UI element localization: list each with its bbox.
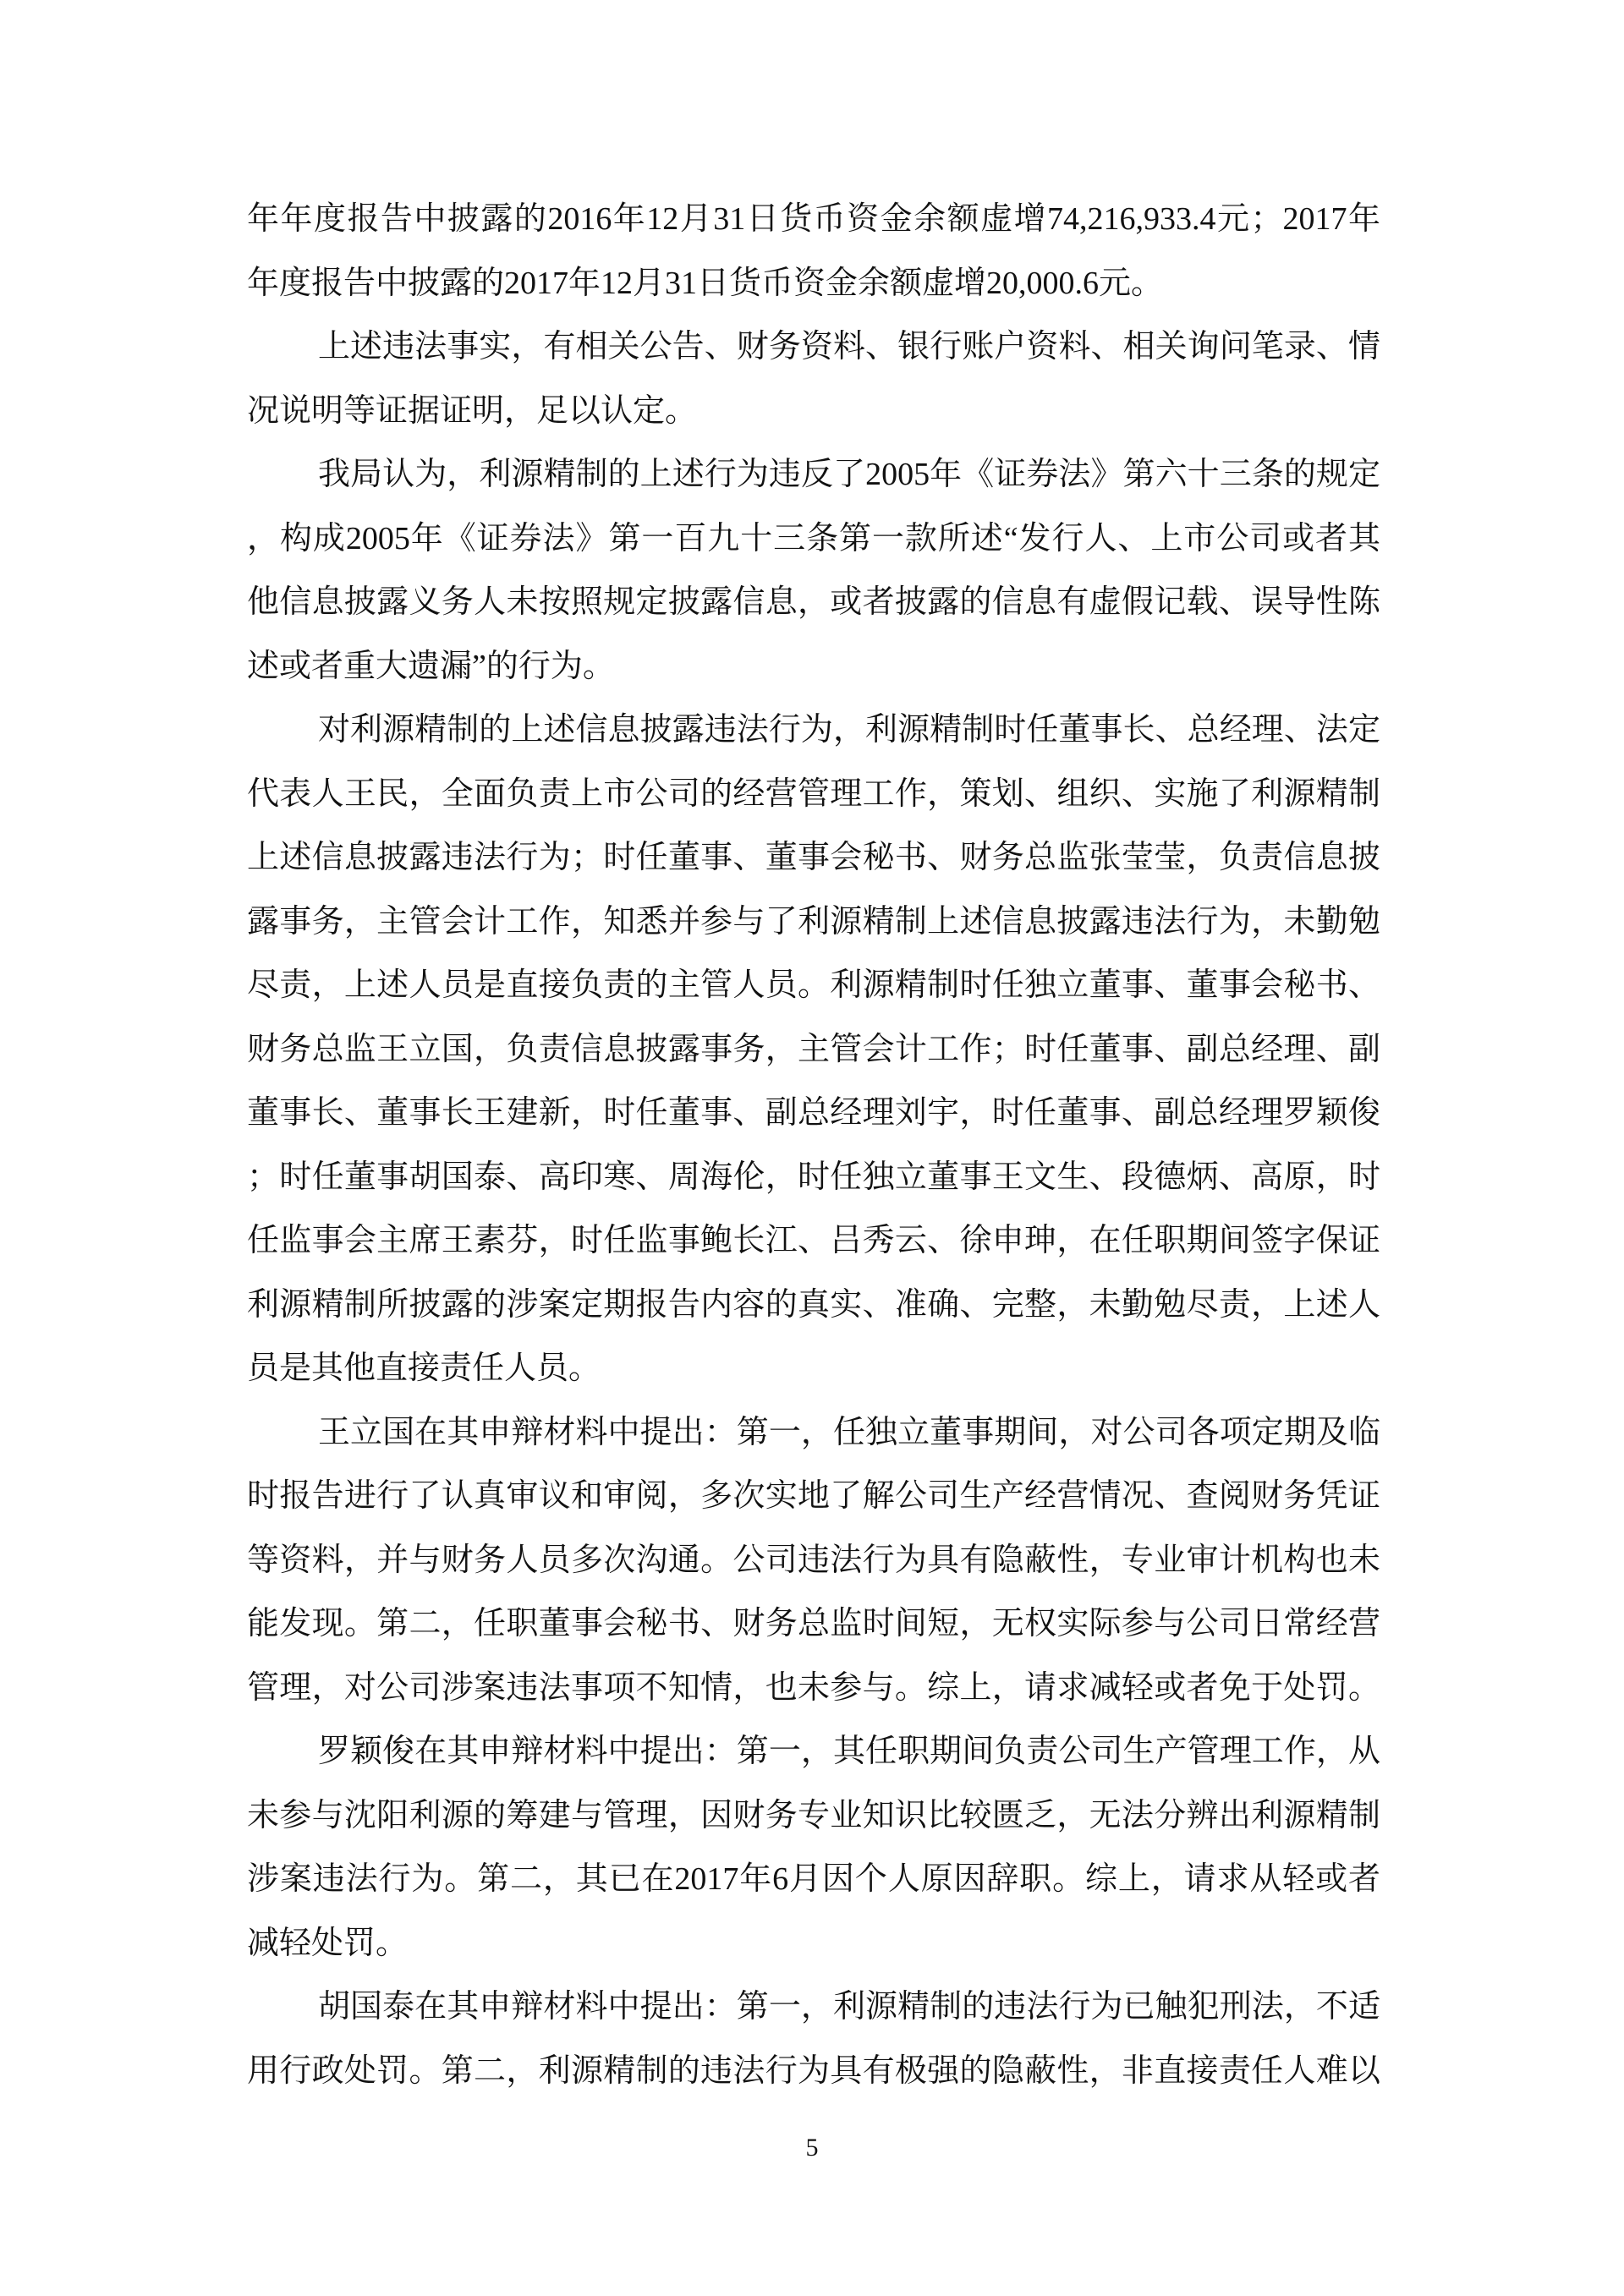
text-line: 我局认为，利源精制的上述行为违反了2005年《证券法》第六十三条的规定 [318,457,1380,492]
text-line: 董事长、董事长王建新，时任董事、副总经理刘宇，时任董事、副总经理罗颖俊 [247,1095,1380,1131]
text-line: 时报告进行了认真审议和审阅，多次实地了解公司生产经营情况、查阅财务凭证 [247,1478,1380,1514]
text-line: 减轻处罚。 [247,1925,409,1961]
text-line: 能发现。第二，任职董事会秘书、财务总监时间短，无权实际参与公司日常经营 [247,1606,1380,1641]
document-body [247,188,1380,2103]
text-line: 管理，对公司涉案违法事项不知情，也未参与。综上，请求减轻或者免于处罚。 [247,1669,1380,1706]
paragraph-wang-liguo-defense [247,1401,1380,1721]
text-line: 涉案违法行为。第二，其已在2017年6月因个人原因辞职。综上，请求从轻或者 [247,1861,1380,1897]
text-line: 未参与沈阳利源的筹建与管理，因财务专业知识比较匮乏，无法分辨出利源精制 [247,1797,1380,1833]
text-line: 用行政处罚。第二，利源精制的违法行为具有极强的隐蔽性，非直接责任人难以 [247,2052,1380,2089]
text-line: 胡国泰在其申辩材料中提出：第一，利源精制的违法行为已触犯刑法，不适 [318,1989,1380,2025]
text-line: 王立国在其申辩材料中提出：第一，任独立董事期间，对公司各项定期及临 [318,1414,1380,1450]
text-line: 任监事会主席王素芬，时任监事鲍长江、吕秀云、徐申珅，在任职期间签字保证 [247,1223,1380,1258]
text-line: 况说明等证据证明，足以认定。 [247,392,698,429]
page-number: 5 [805,2134,819,2162]
text-line: 财务总监王立国，负责信息披露事务，主管会计工作；时任董事、副总经理、副 [247,1031,1380,1067]
text-line: 述或者重大遗漏”的行为。 [247,648,615,684]
text-line: 尽责，上述人员是直接负责的主管人员。利源精制时任独立董事、董事会秘书、 [247,967,1380,1003]
text-line: ；时任董事胡国泰、高印寒、周海伦，时任独立董事王文生、段德炳、高原，时 [247,1159,1380,1195]
text-line: ，构成2005年《证券法》第一百九十三条第一款所述“发行人、上市公司或者其 [247,520,1380,556]
text-line: 对利源精制的上述信息披露违法行为，利源精制时任董事长、总经理、法定 [318,712,1380,748]
text-line: 罗颖俊在其申辩材料中提出：第一，其任职期间负责公司生产管理工作，从 [318,1734,1380,1769]
text-line: 露事务，主管会计工作，知悉并参与了利源精制上述信息披露违法行为，未勤勉 [247,903,1380,940]
text-line: 上述违法事实，有相关公告、财务资料、银行账户资料、相关询问笔录、情 [318,329,1380,364]
text-line: 利源精制所披露的涉案定期报告内容的真实、准确、完整，未勤勉尽责，上述人 [247,1286,1380,1323]
text-line: 员是其他直接责任人员。 [247,1351,601,1386]
text-line: 他信息披露义务人未按照规定披露信息，或者披露的信息有虚假记载、误导性陈 [247,584,1380,620]
paragraph-responsible-persons [247,699,1380,1401]
paragraph-finding [247,443,1380,699]
text-line: 年度报告中披露的2017年12月31日货币资金余额虚增20,000.6元。 [247,265,1164,301]
paragraph-hu-guotai-defense [247,1975,1380,2103]
paragraph-evidence [247,315,1380,443]
text-line: 代表人王民，全面负责上市公司的经营管理工作，策划、组织、实施了利源精制 [247,775,1380,812]
text-line: 等资料，并与财务人员多次沟通。公司违法行为具有隐蔽性，专业审计机构也未 [247,1542,1380,1578]
text-line: 年年度报告中披露的2016年12月31日货币资金余额虚增74,216,933.4元；2017年 [247,201,1380,237]
paragraph-luo-yingjun-defense [247,1720,1380,1975]
text-line: 上述信息披露违法行为；时任董事、董事会秘书、财务总监张莹莹，负责信息披 [247,840,1380,875]
paragraph-continuation [247,188,1380,315]
